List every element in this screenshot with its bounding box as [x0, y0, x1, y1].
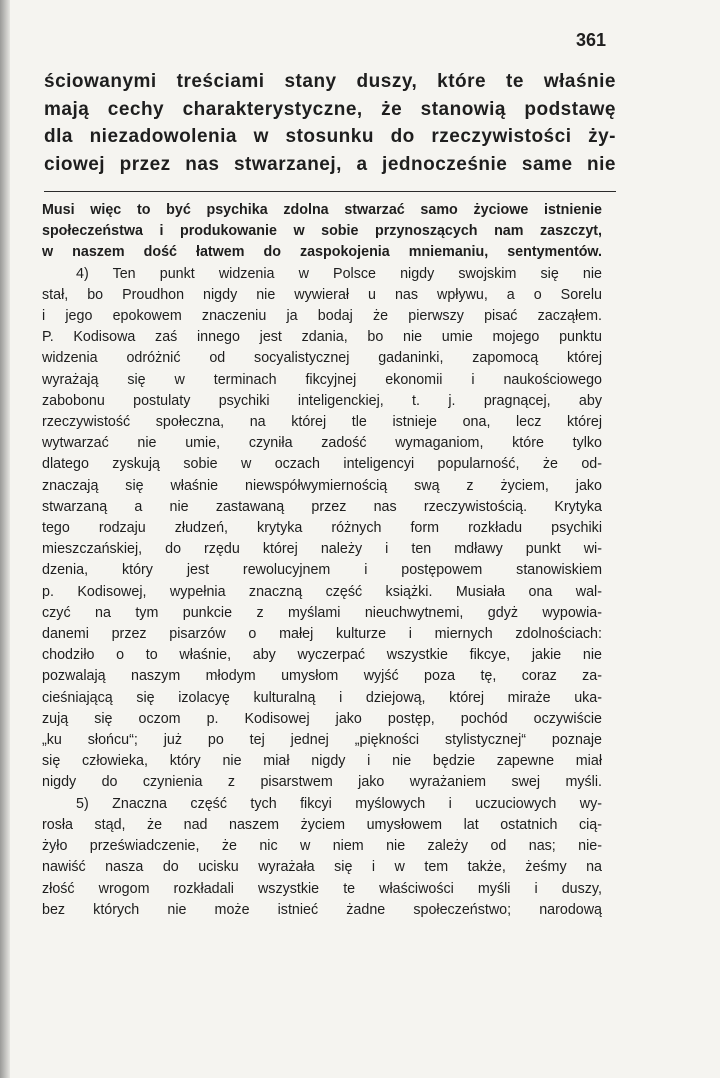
page-binding-edge: [0, 0, 10, 1078]
footnote-line: zabobonu postulaty psychiki inteligenckiej, t. j. pragnącej, aby: [42, 392, 602, 409]
footnote-line: stał, bo Proudhon nigdy nie wywierał u nas wpływu, a o Sorelu: [42, 286, 602, 303]
main-text-line: dla niezadowolenia w stosunku do rzeczywistości ży-: [44, 126, 616, 147]
footnote-line: i jego epokowem znaczeniu ja bodaj że pierwszy pisać zacząłem.: [42, 308, 602, 325]
footnote-line: chodziło o to właśnie, aby wyczerpać wszystkie fikcye, jakie nie: [42, 647, 602, 664]
footnote-line: tego rodzaju złudzeń, krytyka różnych form rozkładu psychiki: [42, 520, 602, 537]
main-text-block: [44, 68, 616, 178]
footnote-line: bez których nie może istnieć żadne społeczeństwo; narodową: [42, 901, 602, 918]
footnote-line: mieszczańskiej, do rzędu której należy i ten mdławy punkt wi-: [42, 541, 602, 558]
footnote-line: żyło przeświadczenie, że nic w niem nie zależy od nas; nie-: [42, 838, 602, 855]
footnote-line: rzeczywistość społeczna, na której tle istnieje ona, lecz której: [42, 414, 602, 431]
footnote-line: widzenia odróżnić od socyalistycznej gadaninki, zapomocą której: [42, 350, 602, 367]
main-text-line: ciowej przez nas stwarzanej, a jednocześnie same nie: [44, 153, 616, 175]
footnote-line: 5) Znaczna część tych fikcyi myślowych i uczuciowych wy-: [76, 795, 602, 812]
footnote-line: Musi więc to być psychika zdolna stwarzać samo życiowe istnienie: [42, 202, 602, 218]
footnote-line: rosła stąd, że nad naszem życiem umysłowem lat ostatnich cią-: [42, 816, 602, 833]
footnote-line: wyrażają się w terminach fikcyjnej ekonomii i naukościowego: [42, 371, 602, 388]
footnote-line: danemi przez pisarzów o małej kulturze i miernych zdolnościach:: [42, 626, 602, 643]
footnote-line: 4) Ten punkt widzenia w Polsce nigdy swojskim się nie: [76, 265, 602, 282]
footnote-line: „ku słońcu“; już po tej jednej „piękności stylistycznej“ poznaje: [42, 732, 602, 749]
footnote-line: P. Kodisowa zaś innego jest zdania, bo nie umie mojego punktu: [42, 329, 602, 346]
footnote-line: dzenia, który jest rewolucyjnem i postępowem stanowiskiem: [42, 562, 602, 579]
footnote-line: złość wrogom rozkładali wszystkie te właściwości myśli i duszy,: [42, 880, 602, 897]
footnote-line: się człowieka, który nie miał nigdy i nie będzie zapewne miał: [42, 753, 602, 770]
footnote-line: stwarzaną a nie zastawaną przez nas rzeczywistością. Krytyka: [42, 498, 602, 515]
footnote-line: nigdy do czynienia z pisarstwem jako wyrażaniem swej myśli.: [42, 774, 602, 791]
footnote-line: społeczeństwa i produkowanie w sobie przynoszących nam zaszczyt,: [42, 223, 602, 240]
main-text-line: ściowanymi treściami stany duszy, które te właśnie: [44, 71, 616, 92]
main-text-line: mają cechy charakterystyczne, że stanowią podstawę: [44, 98, 616, 120]
footnote-divider: [44, 191, 616, 192]
footnote-line: zują się oczom p. Kodisowej jako postęp, pochód oczywiście: [42, 710, 602, 727]
footnote-line: wytwarzać nie umie, czyniła zadość wymaganiom, które tylko: [42, 435, 602, 452]
footnote-line: pozwalają naszym młodym umysłom wyjść poza tę, coraz za-: [42, 668, 602, 685]
footnote-line: cieśniającą się izolacyę kulturalną i dziejową, której miraże uka-: [42, 689, 602, 706]
footnote-line: dlatego zyskują sobie w oczach inteligencyi popularność, że od-: [42, 456, 602, 473]
footnote-line: znaczają się właśnie niewspółwymiernością swą z życiem, jako: [42, 477, 602, 494]
page-number: 361: [575, 30, 606, 50]
footnote-line: p. Kodisowej, wypełnia znaczną część książki. Musiała ona wal-: [42, 583, 602, 600]
footnotes-block: [42, 200, 602, 921]
footnote-line: czyć na tym punkcie z myślami nieuchwytnemi, gdyż wypowia-: [42, 604, 602, 621]
footnote-line: w naszem dość łatwem do zaspokojenia mniemaniu, sentymentów.: [42, 244, 602, 261]
footnote-line: nawiść nasza do ucisku wyrażała się i w tem także, żeśmy na: [42, 859, 602, 876]
